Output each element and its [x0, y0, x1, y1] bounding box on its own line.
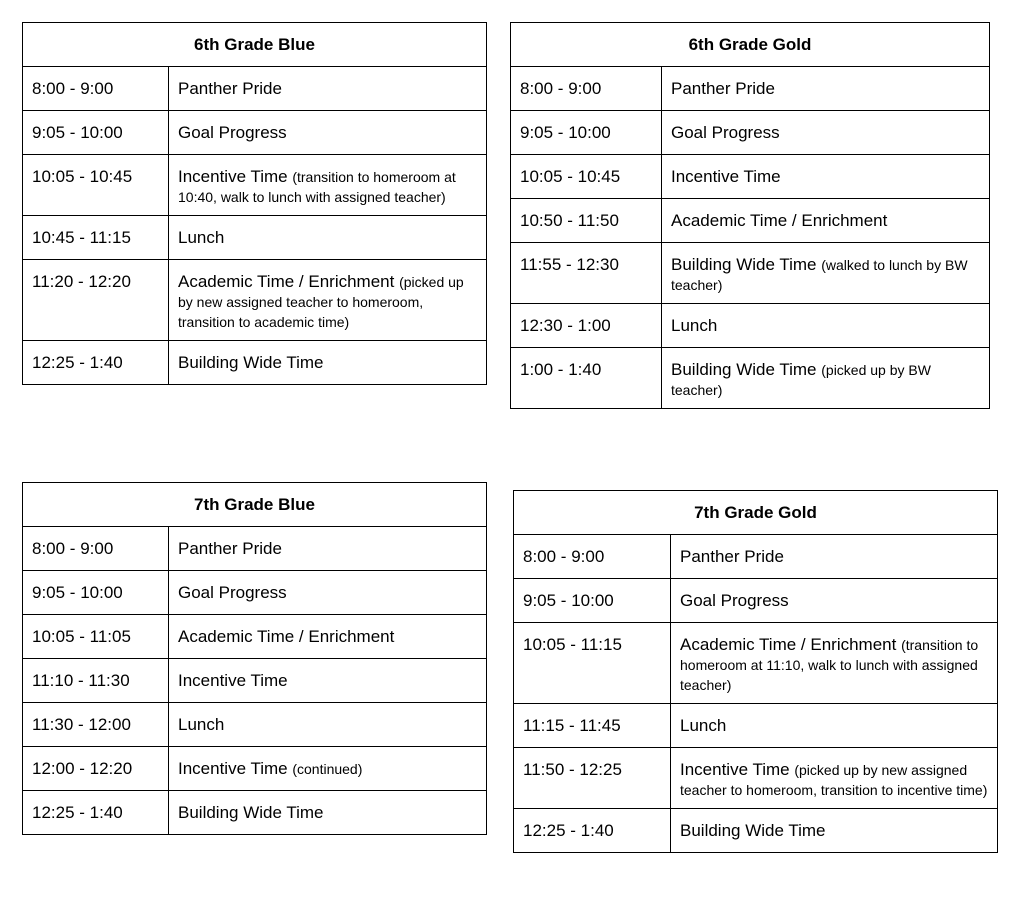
activity-cell [169, 747, 487, 791]
table-row [511, 111, 990, 155]
activity-label: Incentive Time [680, 760, 790, 779]
table-title: 7th Grade Gold [514, 491, 998, 535]
activity-cell [169, 615, 487, 659]
activity-label: Building Wide Time [178, 803, 324, 822]
schedule-table-6th-grade-gold [510, 22, 990, 409]
activity-label: Building Wide Time [178, 353, 324, 372]
time-cell: 10:05 - 10:45 [511, 155, 662, 199]
table-row [511, 243, 990, 304]
activity-cell [169, 67, 487, 111]
activity-label: Lunch [178, 715, 225, 734]
time-cell: 9:05 - 10:00 [514, 579, 671, 623]
time-cell: 11:50 - 12:25 [514, 748, 671, 809]
activity-note: (picked up by new assigned teacher to homeroom, transition to incentive time) [680, 762, 988, 798]
table-row [514, 579, 998, 623]
activity-label: Incentive Time [178, 167, 288, 186]
activity-label: Building Wide Time [671, 255, 817, 274]
activity-cell [671, 748, 998, 809]
activity-cell [169, 571, 487, 615]
table-row [23, 571, 487, 615]
activity-label: Panther Pride [680, 547, 784, 566]
table-row [514, 535, 998, 579]
activity-cell [671, 704, 998, 748]
time-cell: 12:25 - 1:40 [23, 341, 169, 385]
activity-note: (transition to homeroom at 11:10, walk to lunch with assigned teacher) [680, 637, 979, 693]
time-cell: 9:05 - 10:00 [511, 111, 662, 155]
activity-label: Goal Progress [178, 583, 287, 602]
table-row [23, 659, 487, 703]
time-cell: 10:05 - 11:05 [23, 615, 169, 659]
activity-label: Lunch [680, 716, 727, 735]
table-row [23, 341, 487, 385]
schedule-table-7th-grade-gold [513, 490, 998, 853]
activity-cell [662, 348, 990, 409]
table-row [511, 67, 990, 111]
activity-label: Incentive Time [671, 167, 781, 186]
time-cell: 12:30 - 1:00 [511, 304, 662, 348]
table-row [23, 615, 487, 659]
activity-cell [662, 111, 990, 155]
table-row [514, 704, 998, 748]
activity-note: (picked up by BW teacher) [671, 362, 931, 398]
activity-cell [169, 155, 487, 216]
time-cell: 12:00 - 12:20 [23, 747, 169, 791]
activity-note: (picked up by new assigned teacher to homeroom, transition to academic time) [178, 274, 464, 330]
activity-label: Academic Time / Enrichment [178, 627, 395, 646]
activity-label: Academic Time / Enrichment [680, 635, 897, 654]
time-cell: 11:30 - 12:00 [23, 703, 169, 747]
time-cell: 9:05 - 10:00 [23, 111, 169, 155]
time-cell: 8:00 - 9:00 [514, 535, 671, 579]
table-row [23, 747, 487, 791]
activity-cell [671, 579, 998, 623]
activity-cell [662, 199, 990, 243]
time-cell: 10:50 - 11:50 [511, 199, 662, 243]
activity-cell [169, 527, 487, 571]
activity-cell [169, 341, 487, 385]
time-cell: 1:00 - 1:40 [511, 348, 662, 409]
activity-cell [169, 703, 487, 747]
table-row [514, 748, 998, 809]
activity-label: Goal Progress [178, 123, 287, 142]
activity-label: Building Wide Time [680, 821, 826, 840]
table-row [514, 809, 998, 853]
activity-cell [671, 535, 998, 579]
time-cell: 12:25 - 1:40 [514, 809, 671, 853]
time-cell: 11:55 - 12:30 [511, 243, 662, 304]
table-row [511, 155, 990, 199]
activity-cell [169, 659, 487, 703]
table-row [23, 527, 487, 571]
activity-cell [662, 155, 990, 199]
table-row [23, 703, 487, 747]
activity-label: Building Wide Time [671, 360, 817, 379]
table-row [23, 155, 487, 216]
activity-label: Lunch [671, 316, 718, 335]
activity-label: Panther Pride [671, 79, 775, 98]
time-cell: 10:05 - 10:45 [23, 155, 169, 216]
table-title: 6th Grade Blue [23, 23, 487, 67]
time-cell: 11:10 - 11:30 [23, 659, 169, 703]
activity-cell [662, 304, 990, 348]
activity-note: (continued) [292, 761, 363, 777]
activity-cell [169, 791, 487, 835]
table-row [514, 623, 998, 704]
activity-cell [169, 260, 487, 341]
table-row [23, 111, 487, 155]
time-cell: 11:20 - 12:20 [23, 260, 169, 341]
activity-label: Panther Pride [178, 539, 282, 558]
time-cell: 9:05 - 10:00 [23, 571, 169, 615]
time-cell: 11:15 - 11:45 [514, 704, 671, 748]
activity-label: Academic Time / Enrichment [178, 272, 395, 291]
activity-label: Goal Progress [671, 123, 780, 142]
activity-cell [671, 623, 998, 704]
time-cell: 8:00 - 9:00 [23, 67, 169, 111]
activity-label: Incentive Time [178, 671, 288, 690]
activity-label: Incentive Time [178, 759, 288, 778]
activity-cell [671, 809, 998, 853]
activity-label: Panther Pride [178, 79, 282, 98]
time-cell: 8:00 - 9:00 [23, 527, 169, 571]
schedule-table-6th-grade-blue [22, 22, 487, 385]
activity-cell [662, 67, 990, 111]
activity-label: Academic Time / Enrichment [671, 211, 888, 230]
activity-label: Goal Progress [680, 591, 789, 610]
table-row [23, 260, 487, 341]
table-row [23, 216, 487, 260]
table-row [511, 304, 990, 348]
time-cell: 12:25 - 1:40 [23, 791, 169, 835]
time-cell: 10:45 - 11:15 [23, 216, 169, 260]
table-row [23, 67, 487, 111]
activity-cell [169, 216, 487, 260]
table-row [511, 348, 990, 409]
table-title: 6th Grade Gold [511, 23, 990, 67]
table-row [511, 199, 990, 243]
activity-label: Lunch [178, 228, 225, 247]
schedule-table-7th-grade-blue [22, 482, 487, 835]
table-row [23, 791, 487, 835]
time-cell: 10:05 - 11:15 [514, 623, 671, 704]
table-title: 7th Grade Blue [23, 483, 487, 527]
time-cell: 8:00 - 9:00 [511, 67, 662, 111]
activity-cell [169, 111, 487, 155]
activity-note: (walked to lunch by BW teacher) [671, 257, 968, 293]
activity-note: (transition to homeroom at 10:40, walk to lunch with assigned teacher) [178, 169, 456, 205]
activity-cell [662, 243, 990, 304]
